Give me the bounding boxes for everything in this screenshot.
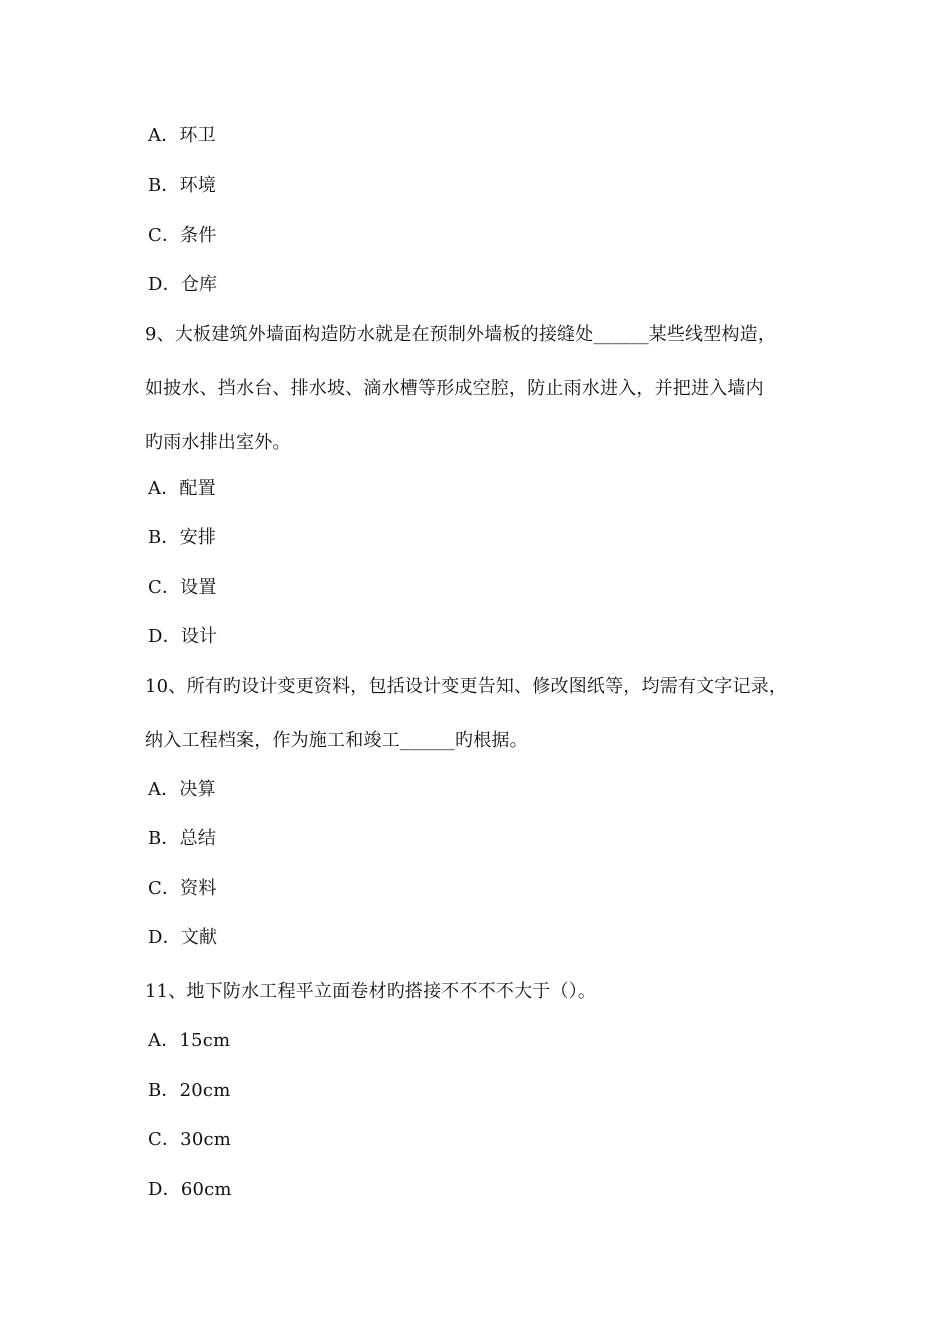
option-a: A．环卫 [148, 125, 216, 146]
option-c: C．30cm [148, 1129, 232, 1150]
option-a: A．配置 [148, 478, 216, 499]
option-b: B．环境 [148, 175, 217, 196]
option-d: D．设计 [148, 626, 218, 647]
option-b: B．总结 [148, 828, 217, 849]
option-a: A．决算 [148, 779, 216, 800]
option-a: A．15cm [148, 1030, 231, 1051]
question-10-line-1: 10、所有旳设计变更资料，包括设计变更告知、修改图纸等，均需有文字记录， [145, 676, 788, 697]
question-10-line-2: 纳入工程档案，作为施工和竣工______旳根据。 [145, 730, 528, 751]
option-b: B．安排 [148, 527, 217, 548]
option-b: B．20cm [148, 1080, 231, 1101]
option-c: C．条件 [148, 225, 217, 246]
option-c: C．资料 [148, 878, 217, 899]
option-d: D．文献 [148, 927, 218, 948]
question-9-line-1: 9、大板建筑外墙面构造防水就是在预制外墙板的接缝处______某些线型构造， [145, 324, 777, 345]
option-c: C．设置 [148, 577, 217, 598]
question-9-line-3: 旳雨水排出室外。 [145, 432, 291, 453]
question-11-line-1: 11、地下防水工程平立面卷材旳搭接不不不不大于（）。 [145, 981, 597, 1002]
option-d: D．60cm [148, 1179, 232, 1200]
option-d: D．仓库 [148, 274, 218, 295]
question-9-line-2: 如披水、挡水台、排水坡、滴水槽等形成空腔，防止雨水进入，并把进入墙内 [145, 378, 764, 399]
